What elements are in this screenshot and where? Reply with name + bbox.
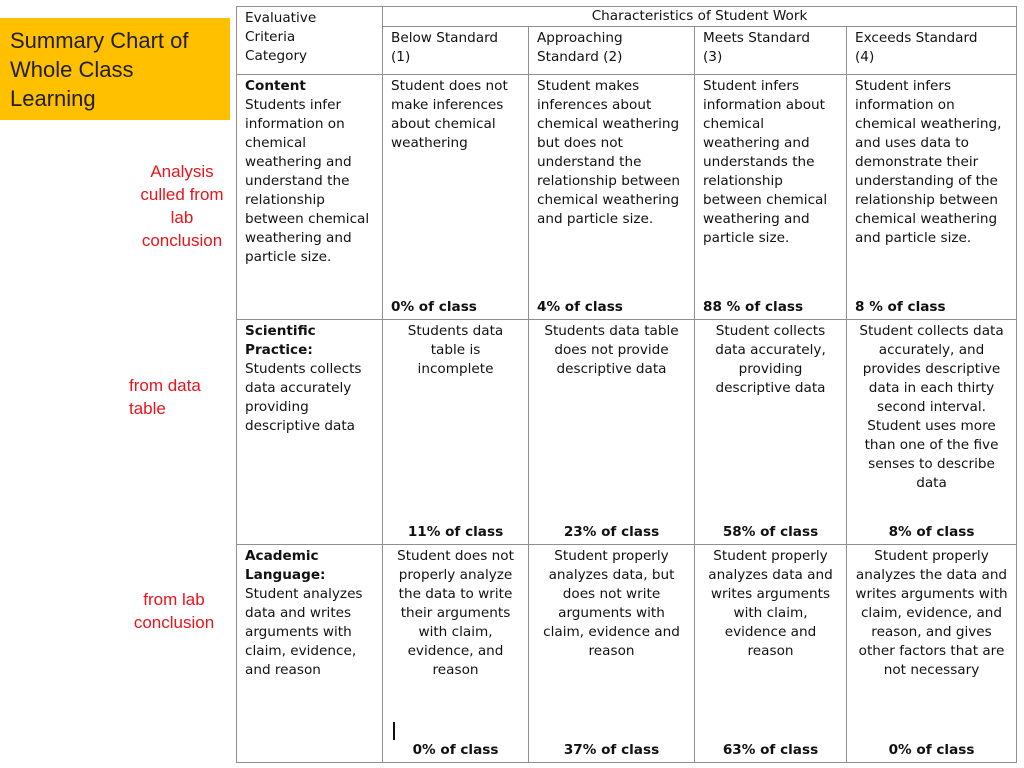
level-header-line: (4) [855, 49, 875, 65]
title-line-2: Whole Class [10, 57, 134, 82]
side-note-line: culled from [140, 185, 224, 204]
rubric-cell [529, 545, 695, 763]
table-row-academic-language [237, 545, 1017, 763]
rubric-cell [383, 545, 529, 763]
level-header-line: (3) [703, 49, 723, 65]
side-note-line: lab [170, 208, 194, 227]
rubric-cell [695, 75, 847, 320]
rubric-cell [847, 75, 1017, 320]
level-header-line: (1) [391, 49, 411, 65]
class-percentage: 4% of class [537, 299, 623, 315]
side-note-line: Analysis [150, 162, 214, 181]
class-percentage: 8 % of class [855, 299, 946, 315]
cell-text: Student does not make inferences about chemical weathering [391, 78, 508, 151]
rubric-cell [695, 320, 847, 545]
table-row-content [237, 75, 1017, 320]
side-note-data-table [129, 374, 224, 420]
cell-text: Student infers information about chemical weathering and understands the relationship between chemical weathering and particle size. [703, 78, 828, 246]
cell-text: Student makes inferences about chemical weathering but does not understand the relationship between chemical weathering and particle size. [537, 78, 681, 227]
class-percentage: 63% of class [722, 742, 819, 758]
side-note-analysis [128, 160, 236, 252]
rubric-cell [847, 320, 1017, 545]
class-percentage: 23% of class [563, 524, 660, 540]
class-percentage: 0% of class [888, 742, 975, 758]
rubric-cell [529, 320, 695, 545]
corner-header-line: Evaluative [245, 10, 317, 26]
side-note-line: conclusion [141, 231, 223, 250]
rubric-cell [529, 75, 695, 320]
rubric-table [236, 6, 1017, 763]
category-description: Student analyzes data and writes arguments with claim, evidence, and reason [245, 586, 363, 678]
class-percentage: 0% of class [391, 299, 477, 315]
class-percentage: 37% of class [563, 742, 660, 758]
class-percentage: 58% of class [722, 524, 819, 540]
table-row-scientific-practice [237, 320, 1017, 545]
level-header-line: Below Standard [391, 30, 499, 46]
side-note-line: table [129, 399, 166, 418]
level-header-below [383, 27, 529, 75]
class-percentage: 8% of class [888, 524, 975, 540]
cell-text: Student does not properly analyze the data to write their arguments with claim, evidence, and reason [397, 548, 514, 678]
level-header-line: Approaching [537, 30, 623, 46]
corner-header-line: Category [245, 48, 308, 64]
level-header-exceeds [847, 27, 1017, 75]
category-cell [237, 320, 383, 545]
category-title: Scientific Practice: [245, 323, 316, 358]
header-row [237, 7, 1017, 27]
title-line-1: Summary Chart of [10, 28, 189, 53]
corner-header-cell [237, 7, 383, 75]
cell-text: Student properly analyzes data, but does not write arguments with claim, evidence and reason [543, 548, 680, 659]
category-title: Content [245, 78, 306, 94]
side-note-line: conclusion [133, 613, 215, 632]
side-note-line: from lab [143, 590, 205, 609]
category-description: Students collects data accurately providing descriptive data [245, 361, 362, 434]
category-cell [237, 75, 383, 320]
class-percentage: 11% of class [407, 524, 504, 540]
side-note-lab-conclusion [124, 588, 224, 634]
cell-text: Student properly analyzes the data and writes arguments with claim, evidence, and reason, and gives other factors that are not necessary [855, 548, 1008, 678]
level-header-approaching [529, 27, 695, 75]
category-title: Academic Language: [245, 548, 326, 583]
level-header-line: Meets Standard [703, 30, 811, 46]
category-cell [237, 545, 383, 763]
rubric-cell [383, 75, 529, 320]
category-description: Students infer information on chemical weathering and understand the relationship between chemical weathering and particle size. [245, 97, 370, 265]
title-line-3: Learning [10, 86, 96, 111]
side-note-line: from data [129, 376, 201, 395]
level-header-line: Exceeds Standard [855, 30, 978, 46]
cell-text: Student collects data accurately, and provides descriptive data in each thirty second interval. Student uses more than one of the five senses to describe data [859, 323, 1004, 491]
group-header-cell: Characteristics of Student Work [383, 7, 1017, 27]
text-cursor [393, 722, 395, 740]
rubric-cell [695, 545, 847, 763]
rubric-cell [383, 320, 529, 545]
cell-text: Students data table does not provide descriptive data [544, 323, 679, 377]
rubric-cell [847, 545, 1017, 763]
corner-header-line: Criteria [245, 29, 296, 45]
class-percentage: 0% of class [412, 742, 499, 758]
cell-text: Student infers information on chemical weathering, and uses data to demonstrate their understanding of the relationship between chemical weathering and particle size. [855, 78, 1002, 246]
class-percentage: 88 % of class [703, 299, 804, 315]
cell-text: Students data table is incomplete [407, 323, 504, 377]
level-header-line: Standard (2) [537, 49, 623, 65]
cell-text: Student collects data accurately, providing descriptive data [715, 323, 826, 396]
cell-text: Student properly analyzes data and writes arguments with claim, evidence and reason [708, 548, 833, 659]
summary-title-box [0, 18, 230, 120]
level-header-meets [695, 27, 847, 75]
